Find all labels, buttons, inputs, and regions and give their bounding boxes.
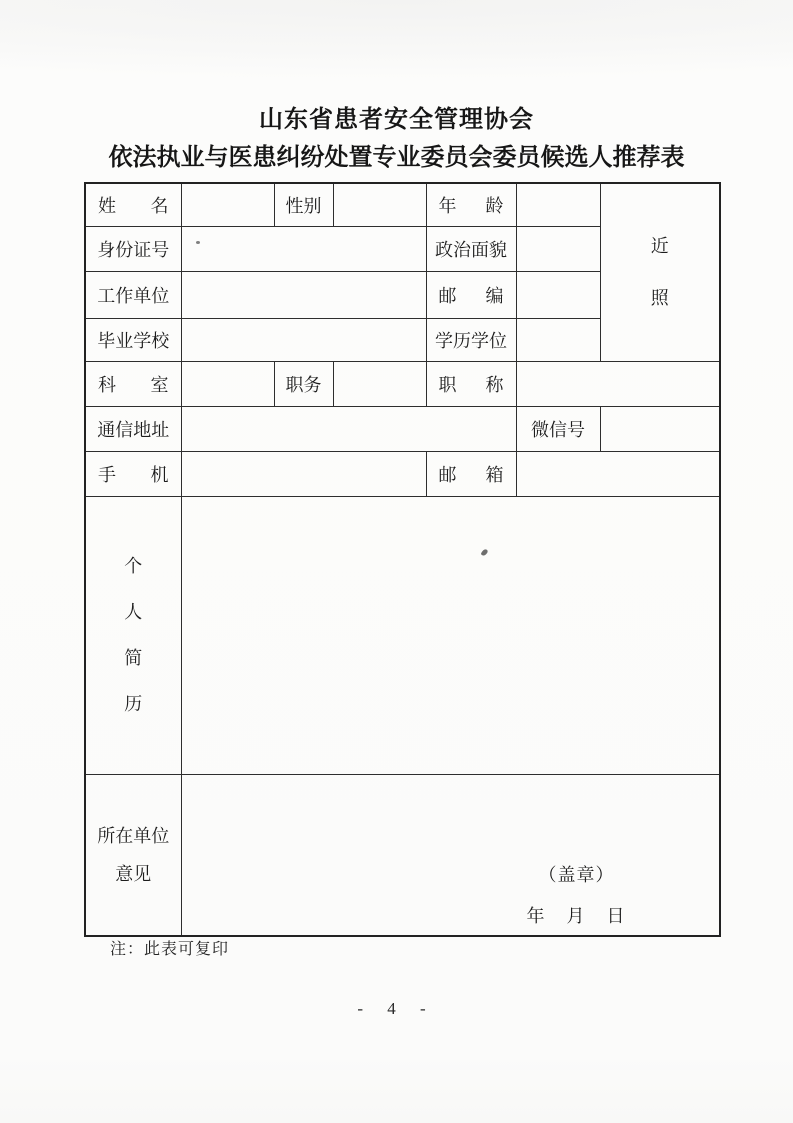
mailing-address-value-cell [181, 406, 516, 451]
id-number-value-cell [181, 226, 426, 271]
row-department-position-title [85, 361, 720, 406]
scan-speck [196, 241, 200, 244]
work-unit-label: 工作单位 [85, 271, 181, 318]
email-label: 邮 箱 [426, 451, 516, 496]
resume-label: 个人简历 [124, 556, 143, 714]
form-title: 依法执业与医患纠纷处置专业委员会委员候选人推荐表 [108, 145, 685, 171]
gender-label: 性别 [274, 183, 333, 226]
resume-content-cell [181, 496, 720, 774]
mobile-label: 手 机 [85, 451, 181, 496]
unit-opinion-label-line1: 所在单位 [97, 825, 170, 846]
name-value-cell [181, 183, 274, 226]
stamp-hint: （盖章） [538, 864, 615, 885]
professional-title-label: 职 称 [426, 361, 516, 406]
page-number: - 4 - [357, 999, 436, 1018]
recommendation-form-table [84, 182, 721, 937]
photo-placeholder-label: 近照 [650, 236, 669, 309]
graduate-school-value-cell [181, 318, 426, 361]
email-value-cell [516, 451, 720, 496]
resume-label-cell [85, 496, 181, 774]
department-value-cell [181, 361, 274, 406]
row-address-wechat [85, 406, 720, 451]
row-name-gender-age [85, 183, 720, 226]
political-status-label: 政治面貌 [426, 226, 516, 271]
position-value-cell [333, 361, 426, 406]
degree-value-cell [516, 318, 600, 361]
stamp-and-date-block [505, 861, 649, 928]
id-number-label: 身份证号 [85, 226, 181, 271]
unit-opinion-content-cell [181, 774, 720, 936]
position-label: 职务 [274, 361, 333, 406]
age-label: 年 龄 [426, 183, 516, 226]
postal-code-label: 邮 编 [426, 271, 516, 318]
organization-title: 山东省患者安全管理协会 [259, 107, 534, 133]
name-label: 姓 名 [85, 183, 181, 226]
professional-title-value-cell [516, 361, 720, 406]
postal-code-value-cell [516, 271, 600, 318]
row-resume [85, 496, 720, 774]
footnote: 注：此表可复印 [110, 941, 230, 958]
work-unit-value-cell [181, 271, 426, 318]
degree-label: 学历学位 [426, 318, 516, 361]
political-status-value-cell [516, 226, 600, 271]
row-unit-opinion [85, 774, 720, 936]
mailing-address-label: 通信地址 [85, 406, 181, 451]
graduate-school-label: 毕业学校 [85, 318, 181, 361]
mobile-value-cell [181, 451, 426, 496]
department-label: 科 室 [85, 361, 181, 406]
gender-value-cell [333, 183, 426, 226]
age-value-cell [516, 183, 600, 226]
photo-cell [600, 183, 720, 361]
row-mobile-email [85, 451, 720, 496]
wechat-id-label: 微信号 [516, 406, 600, 451]
wechat-id-value-cell [600, 406, 720, 451]
unit-opinion-label-line2: 意见 [115, 863, 152, 884]
unit-opinion-label-cell [85, 774, 181, 936]
date-line: 年 月 日 [526, 905, 627, 926]
